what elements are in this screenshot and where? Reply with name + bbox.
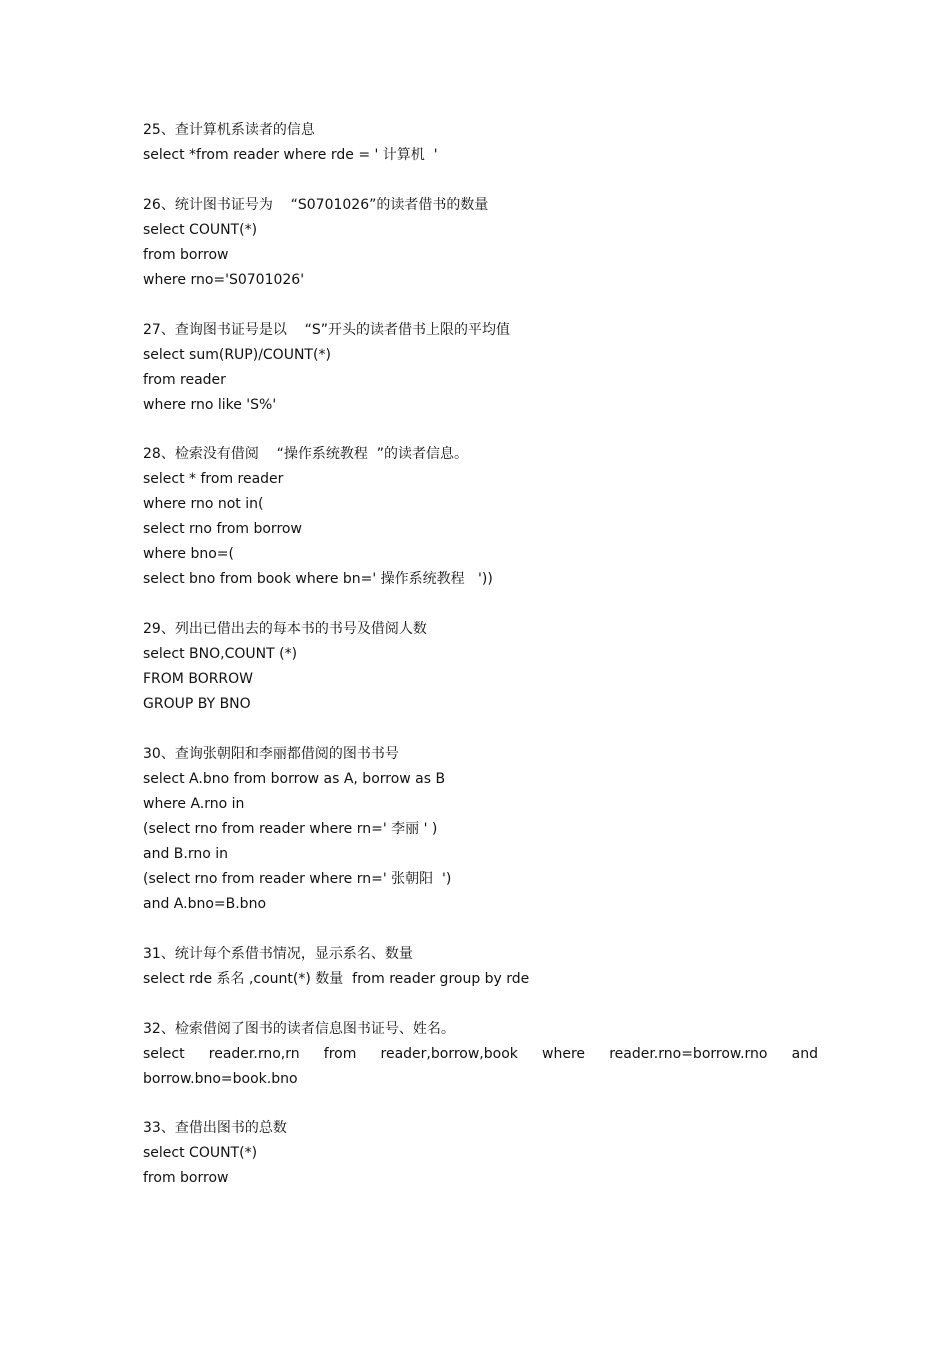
sql-line: where bno=( [143, 546, 234, 562]
sql-word: reader.rno=borrow.rno [609, 1046, 768, 1062]
sql-line: where A.rno in [143, 796, 245, 812]
sql-line: from reader [143, 372, 226, 388]
sql-line: select A.bno from borrow as A, borrow as B [143, 771, 446, 787]
sql-line: GROUP BY BNO [143, 696, 251, 712]
sql-line: (select rno from reader where rn=' 张朝阳 ') [143, 871, 452, 887]
question-29-heading: 29、列出已借出去的每本书的书号及借阅人数 [143, 621, 427, 637]
sql-word: reader,borrow,book [380, 1046, 518, 1062]
question-31-heading: 31、统计每个系借书情况，显示系名、数量 [143, 946, 413, 962]
sql-line: borrow.bno=book.bno [143, 1071, 298, 1087]
question-28-heading: 28、检索没有借阅 “操作系统教程 ”的读者信息。 [143, 446, 469, 462]
sql-line: from borrow [143, 247, 229, 263]
question-27-heading: 27、查询图书证号是以 “S”开头的读者借书上限的平均值 [143, 322, 511, 338]
question-30-heading: 30、查询张朝阳和李丽都借阅的图书书号 [143, 746, 399, 762]
sql-justified-line [143, 1045, 818, 1063]
sql-line: select COUNT(*) [143, 1145, 258, 1161]
question-32-heading: 32、检索借阅了图书的读者信息图书证号、姓名。 [143, 1021, 455, 1037]
sql-line: select bno from book where bn=' 操作系统教程 ')) [143, 571, 493, 587]
question-33-heading: 33、查借出图书的总数 [143, 1120, 287, 1136]
sql-word: from [323, 1046, 357, 1062]
sql-line: select sum(RUP)/COUNT(*) [143, 347, 331, 363]
sql-word: where [542, 1046, 586, 1062]
sql-line: select rde 系名 ,count(*) 数量 from reader group by rde [143, 971, 530, 987]
sql-word: reader.rno,rn [208, 1046, 300, 1062]
sql-line: where rno='S0701026' [143, 272, 305, 288]
sql-line: (select rno from reader where rn=' 李丽 ' ) [143, 821, 438, 837]
sql-word: and [791, 1046, 818, 1062]
sql-line: FROM BORROW [143, 671, 254, 687]
sql-line: where rno like 'S%' [143, 397, 277, 413]
sql-line: select * from reader [143, 471, 284, 487]
sql-line: and B.rno in [143, 846, 229, 862]
question-26-heading: 26、统计图书证号为 “S0701026”的读者借书的数量 [143, 197, 489, 213]
sql-line: from borrow [143, 1170, 229, 1186]
sql-line: select COUNT(*) [143, 222, 258, 238]
sql-line: and A.bno=B.bno [143, 896, 267, 912]
sql-line: select BNO,COUNT (*) [143, 646, 298, 662]
sql-word: select [143, 1046, 185, 1062]
sql-line: select *from reader where rde = ' 计算机 ' [143, 147, 438, 163]
sql-line: where rno not in( [143, 496, 264, 512]
sql-line: select rno from borrow [143, 521, 302, 537]
question-25-heading: 25、查计算机系读者的信息 [143, 122, 315, 138]
